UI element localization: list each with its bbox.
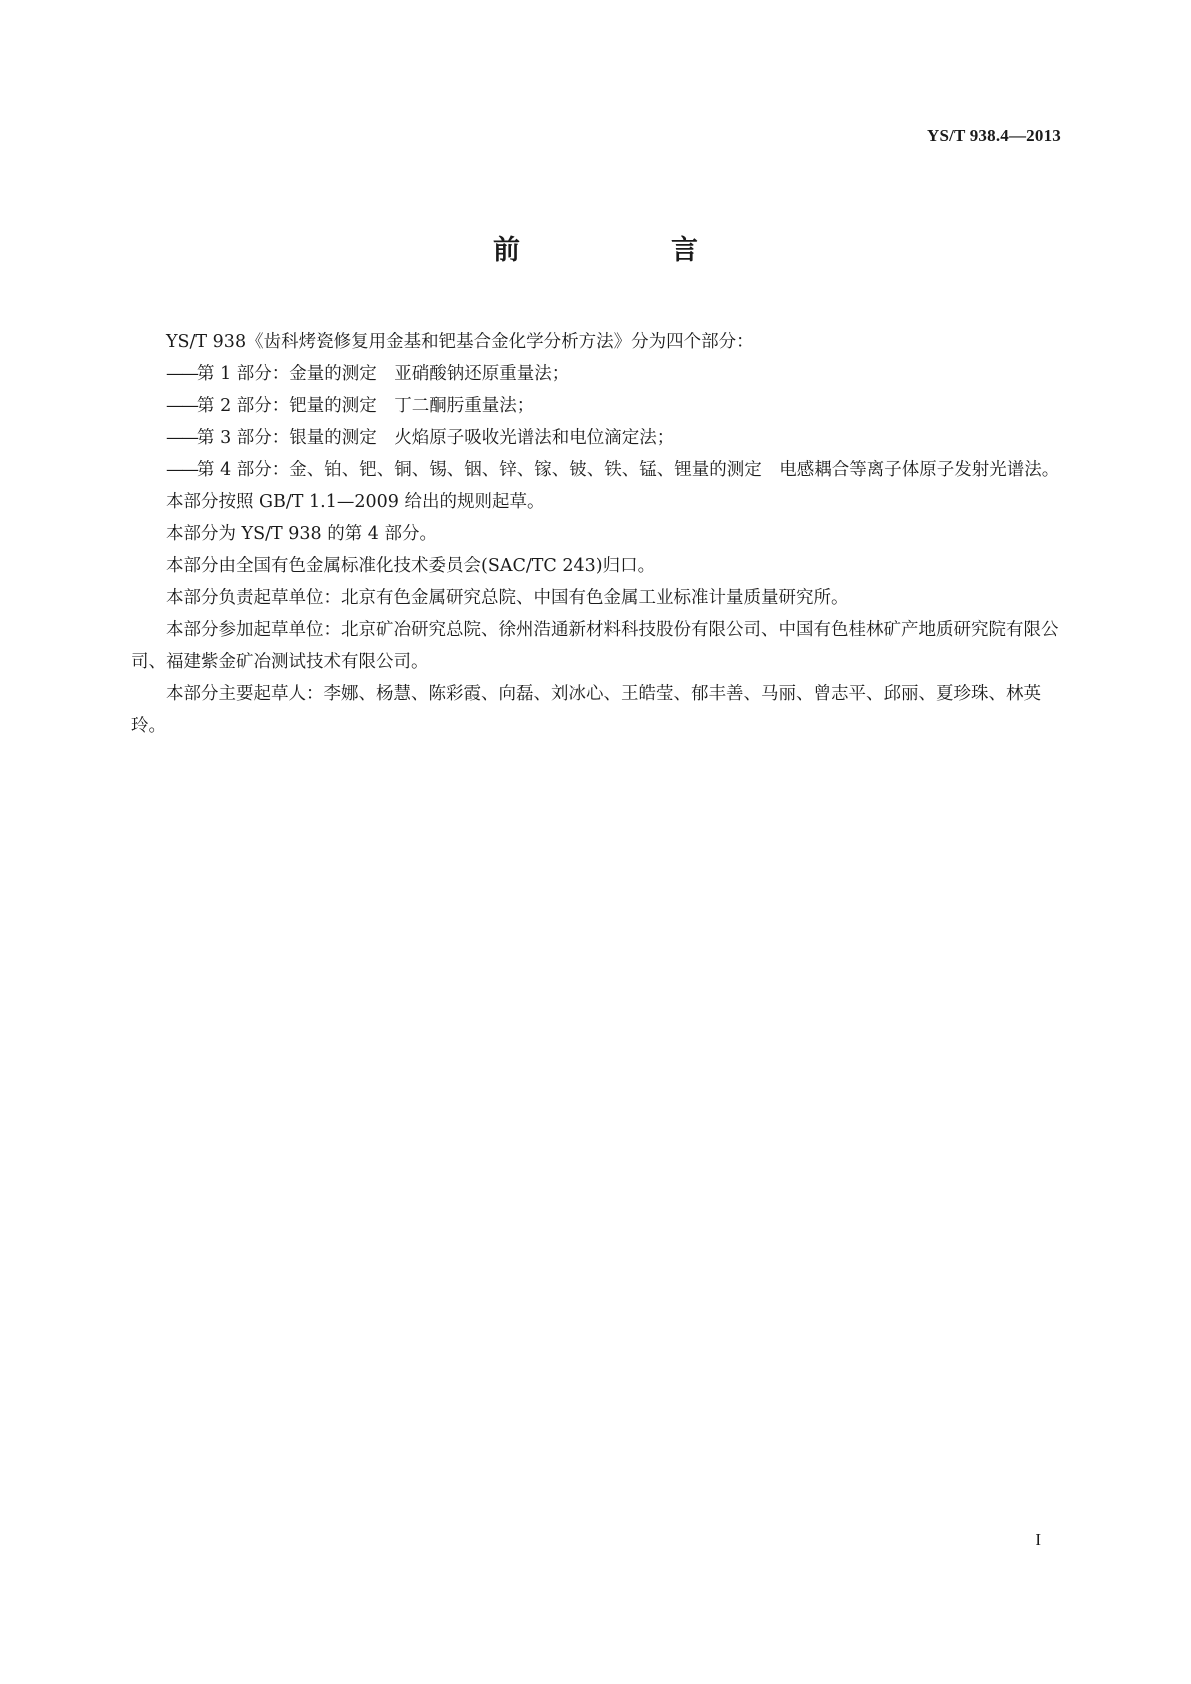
intro-paragraph: YS/T 938《齿科烤瓷修复用金基和钯基合金化学分析方法》分为四个部分： [166,332,754,352]
part-list-item-3 [131,422,1061,454]
responsible-drafters-paragraph: 本部分负责起草单位：北京有色金属研究总院、中国有色金属工业标准计量质量研究所。 [166,588,849,608]
page-number: I [1035,1530,1041,1549]
em-dash: —— [166,460,197,480]
part-text: 第 2 部分：钯量的测定 丁二酮肟重量法； [197,396,535,416]
document-body [131,326,1061,742]
standard-code: YS/T 938.4—2013 [927,126,1061,145]
part-text: 第 1 部分：金量的测定 亚硝酸钠还原重量法； [197,364,570,384]
part-list-item-1 [131,358,1061,390]
part-list-item-4 [131,454,1061,486]
em-dash: —— [166,428,197,448]
participating-drafters-paragraph: 本部分参加起草单位：北京矿冶研究总院、徐州浩通新材料科技股份有限公司、中国有色桂林矿产地质研究院有限公司、福建紫金矿冶测试技术有限公司。 [131,620,1059,672]
part-text: 第 4 部分：金、铂、钯、铜、锡、铟、锌、镓、铍、铁、锰、锂量的测定 电感耦合等离子体原子发射光谱法。 [197,460,1060,480]
part-list-item-2 [131,390,1061,422]
page-title: 前 言 [493,235,760,266]
main-drafters-paragraph: 本部分主要起草人：李娜、杨慧、陈彩霞、向磊、刘冰心、王皓莹、郁丰善、马丽、曾志平、邱丽、夏珍珠、林英玲。 [131,684,1041,736]
em-dash: —— [166,364,197,384]
part-text: 第 3 部分：银量的测定 火焰原子吸收光谱法和电位滴定法； [197,428,675,448]
part-number-paragraph: 本部分为 YS/T 938 的第 4 部分。 [166,524,437,544]
committee-paragraph: 本部分由全国有色金属标准化技术委员会(SAC/TC 243)归口。 [166,556,656,576]
drafting-rules-paragraph: 本部分按照 GB/T 1.1—2009 给出的规则起草。 [166,492,545,512]
em-dash: —— [166,396,197,416]
